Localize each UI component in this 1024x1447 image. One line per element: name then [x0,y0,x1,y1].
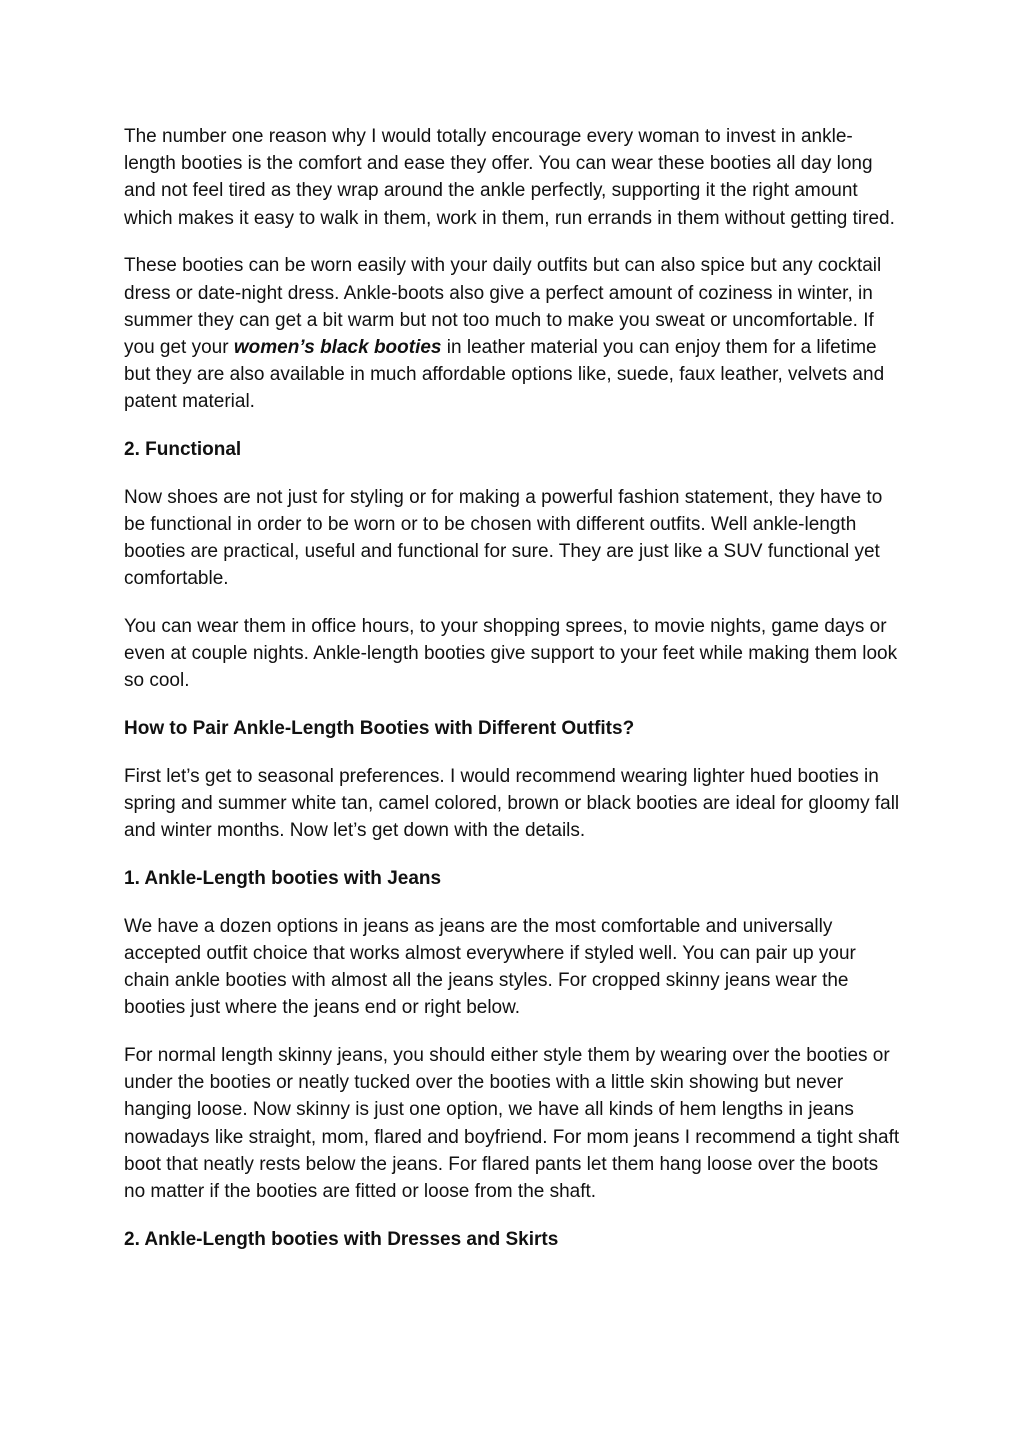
paragraph-seasonal: First let’s get to seasonal preferences. I would recommend wearing lighter hued booties in spring and summer white tan, camel colored, brown or black booties are ideal for gloomy fall and winter months. Now let’s get down with the details. [124,765,900,842]
heading-functional: 2. Functional [124,439,242,461]
heading-jeans: 1. Ankle-Length booties with Jeans [124,867,442,889]
paragraph-versatility [124,252,904,415]
heading-dresses-skirts: 2. Ankle-Length booties with Dresses and Skirts [124,1228,559,1250]
paragraph-functional: Now shoes are not just for styling or for making a powerful fashion statement, they have to be functional in order to be worn or to be chosen with different outfits. Well ankle-length booties are practical, useful and functional for sure. They are just like a SUV functional yet comfortable. [124,486,883,590]
paragraph-jeans-styles: For normal length skinny jeans, you should either style them by wearing over the booties or under the booties or neatly tucked over the booties with a little skin showing but never hanging loose. Now skinny is just one option, we have all kinds of hem lengths in jeans nowadays like straight, mom, flared and boyfriend. For mom jeans I recommend a tight shaft boot that neatly rests below the jeans. For flared pants let them hang loose over the boots no matter if the booties are fitted or loose from the shaft. [124,1044,900,1202]
paragraph-comfort: The number one reason why I would totally encourage every woman to invest in ankle-length booties is the comfort and ease they offer. You can wear these booties all day long and not feel tired as they wrap around the ankle perfectly, supporting it the right amount which makes it easy to walk in them, work in them, run errands in them without getting tired. [124,126,895,229]
paragraph-versatility-text-2: in leather material you can enjoy them for a lifetime but they are also available in much affordable options like, suede, faux leather, velvets and patent material. [124,336,885,413]
document-page [124,123,904,1273]
womens-black-booties-link[interactable]: women’s black booties [233,336,442,358]
paragraph-jeans-options: We have a dozen options in jeans as jeans are the most comfortable and universally accepted outfit choice that works almost everywhere if styled well. You can pair up your chain ankle booties with almost all the jeans styles. For cropped skinny jeans wear the booties just where the jeans end or right below. [124,915,856,1019]
paragraph-versatility-text-1: These booties can be worn easily with your daily outfits but can also spice but any cocktail dress or date-night dress. Ankle-boots also give a perfect amount of coziness in winter, in summer they can get a bit warm but not too much to make you sweat or uncomfortable. If you get your [124,255,882,358]
heading-how-to-pair: How to Pair Ankle-Length Booties with Different Outfits? [124,718,635,740]
paragraph-occasions: You can wear them in office hours, to your shopping sprees, to movie nights, game days or even at couple nights. Ankle-length booties give support to your feet while making them look so cool. [124,616,898,692]
